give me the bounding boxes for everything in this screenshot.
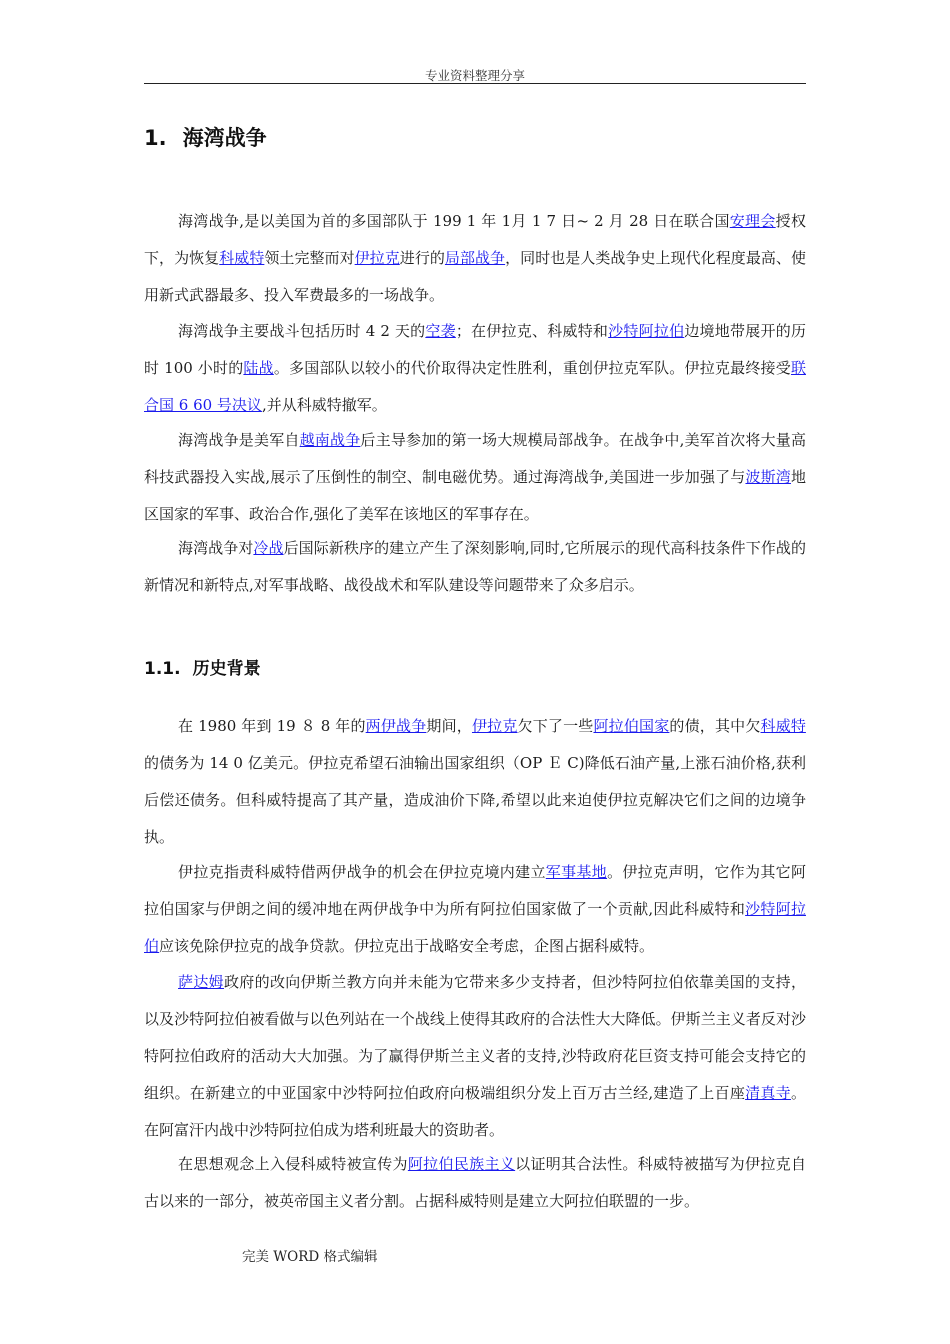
paragraph-text: 地区国家的军事、政治合作,强化了美军在该地区的军事存在。 [144, 468, 806, 523]
paragraph-text: 欠下了一些 [517, 717, 594, 735]
hyperlink[interactable]: 伊拉克 [471, 717, 518, 735]
hyperlink[interactable]: 沙特阿拉伯 [608, 322, 685, 340]
section-heading-1 [144, 122, 267, 152]
hyperlink[interactable]: 科威特 [219, 249, 265, 267]
section-title: 海湾战争 [182, 126, 267, 150]
section-title: 历史背景 [192, 659, 261, 679]
hyperlink[interactable]: 军事基地 [545, 863, 608, 881]
header-rule [144, 83, 806, 84]
hyperlink[interactable]: 陆战 [243, 359, 274, 377]
hyperlink[interactable]: 空袭 [425, 322, 456, 340]
paragraph-text: 边境地带展开的历时 100 小时的 [144, 322, 806, 377]
paragraph-text: 领土完整而对 [264, 249, 355, 267]
paragraph [144, 1146, 806, 1220]
paragraph-text: 的债务为 14 0 亿美元。伊拉克希望石油输出国家组织（OP Ｅ C)降低石油产量,上涨石油价格,获利后偿还债务。但科威特提高了其产量，造成油价下降,希望以此来迫使伊拉克解决它们之间的边境争执。 [144, 754, 806, 846]
hyperlink[interactable]: 波斯湾 [745, 468, 791, 486]
paragraph-text: 后主导参加的第一场大规模局部战争。在战争中,美军首次将大量高科技武器投入实战,展示了压倒性的制空、制电磁优势。通过海湾战争,美国进一步加强了与 [144, 431, 806, 486]
hyperlink[interactable]: 科威特 [760, 717, 806, 735]
page-header: 专业资料整理分享 [424, 68, 525, 83]
section-heading-1-1 [144, 654, 261, 679]
paragraph [144, 530, 806, 604]
paragraph-text: 的债，其中欠 [669, 717, 761, 735]
hyperlink[interactable]: 阿拉伯民族主义 [407, 1155, 516, 1173]
section-number: 1. [144, 126, 167, 150]
paragraph [144, 708, 806, 856]
paragraph [144, 203, 806, 314]
hyperlink[interactable]: 越南战争 [299, 431, 361, 449]
hyperlink[interactable]: 沙特阿拉伯 [144, 900, 806, 955]
paragraph-text: 海湾战争是美军自 [178, 431, 300, 449]
paragraph-text: 进行的 [399, 249, 445, 267]
hyperlink[interactable]: 伊拉克 [354, 249, 400, 267]
paragraph-text: 。多国部队以较小的代价取得决定性胜利，重创伊拉克军队。伊拉克最终接受 [273, 359, 791, 377]
paragraph-text: 后国际新秩序的建立产生了深刻影响,同时,它所展示的现代高科技条件下作战的新情况和新特点,对军事战略、战役战术和军队建设等问题带来了众多启示。 [144, 539, 806, 594]
hyperlink[interactable]: 清真寺 [745, 1084, 791, 1102]
paragraph-text: 海湾战争,是以美国为首的多国部队于 199 1 年 1月 1 7 日~ 2 月 28 日在联合国 [178, 212, 730, 230]
section-number: 1.1. [144, 659, 181, 679]
paragraph-text: 以证明其合法性。科威特被描写为伊拉克自古以来的一部分，被英帝国主义者分割。占据科威特则是建立大阿拉伯联盟的一步。 [144, 1155, 806, 1210]
paragraph [144, 313, 806, 424]
paragraph-text: 海湾战争对 [178, 539, 254, 557]
paragraph-text: 伊拉克指责科威特借两伊战争的机会在伊拉克境内建立 [178, 863, 546, 881]
paragraph-text: 。在阿富汗内战中沙特阿拉伯成为塔利班最大的资助者。 [144, 1084, 806, 1139]
paragraph [144, 854, 806, 965]
paragraph-text: 。伊拉克声明，它作为其它阿拉伯国家与伊朗之间的缓冲地在两伊战争中为所有阿拉伯国家做了一个贡献,因此科威特和 [144, 863, 806, 918]
hyperlink[interactable]: 局部战争 [444, 249, 506, 267]
paragraph-text: 在 1980 年到 19 ８ 8 年的 [178, 717, 366, 735]
paragraph-text: ,并从科威特撤军。 [261, 396, 387, 414]
paragraph-text: ，同时也是人类战争史上现代化程度最高、使用新式武器最多、投入军费最多的一场战争。 [144, 249, 806, 304]
hyperlink[interactable]: 冷战 [253, 539, 284, 557]
hyperlink[interactable]: 萨达姆 [178, 973, 224, 991]
paragraph-text: 政府的改向伊斯兰教方向并未能为它带来多少支持者，但沙特阿拉伯依靠美国的支持，以及沙特阿拉伯被看做与以色列站在一个战线上使得其政府的合法性大大降低。伊斯兰主义者反对沙特阿拉伯政府的活动大大加强。为了赢得伊斯兰主义者的支持,沙特政府花巨资支持可能会支持它的组织。在新建立的中亚国家中沙特阿拉伯政府向极端组织分发上百万古兰经,建造了上百座 [144, 973, 806, 1102]
paragraph-text: 应该免除伊拉克的战争贷款。伊拉克出于战略安全考虑，企图占据科威特。 [159, 937, 655, 955]
paragraph-text: 海湾战争主要战斗包括历时 4 2 天的 [178, 322, 426, 340]
paragraph [144, 422, 806, 533]
page-footer: 完美 WORD 格式编辑 [242, 1249, 378, 1265]
hyperlink[interactable]: 联合国 6 60 号决议 [144, 359, 806, 414]
paragraph [144, 964, 806, 1149]
paragraph-text: 期间， [426, 717, 472, 735]
hyperlink[interactable]: 两伊战争 [365, 717, 427, 735]
hyperlink[interactable]: 阿拉伯国家 [593, 717, 670, 735]
paragraph-text: ；在伊拉克、科威特和 [455, 322, 609, 340]
paragraph-text: 在思想观念上入侵科威特被宣传为 [178, 1155, 408, 1173]
paragraph-text: 授权下，为恢复 [144, 212, 806, 267]
hyperlink[interactable]: 安理会 [729, 212, 776, 230]
